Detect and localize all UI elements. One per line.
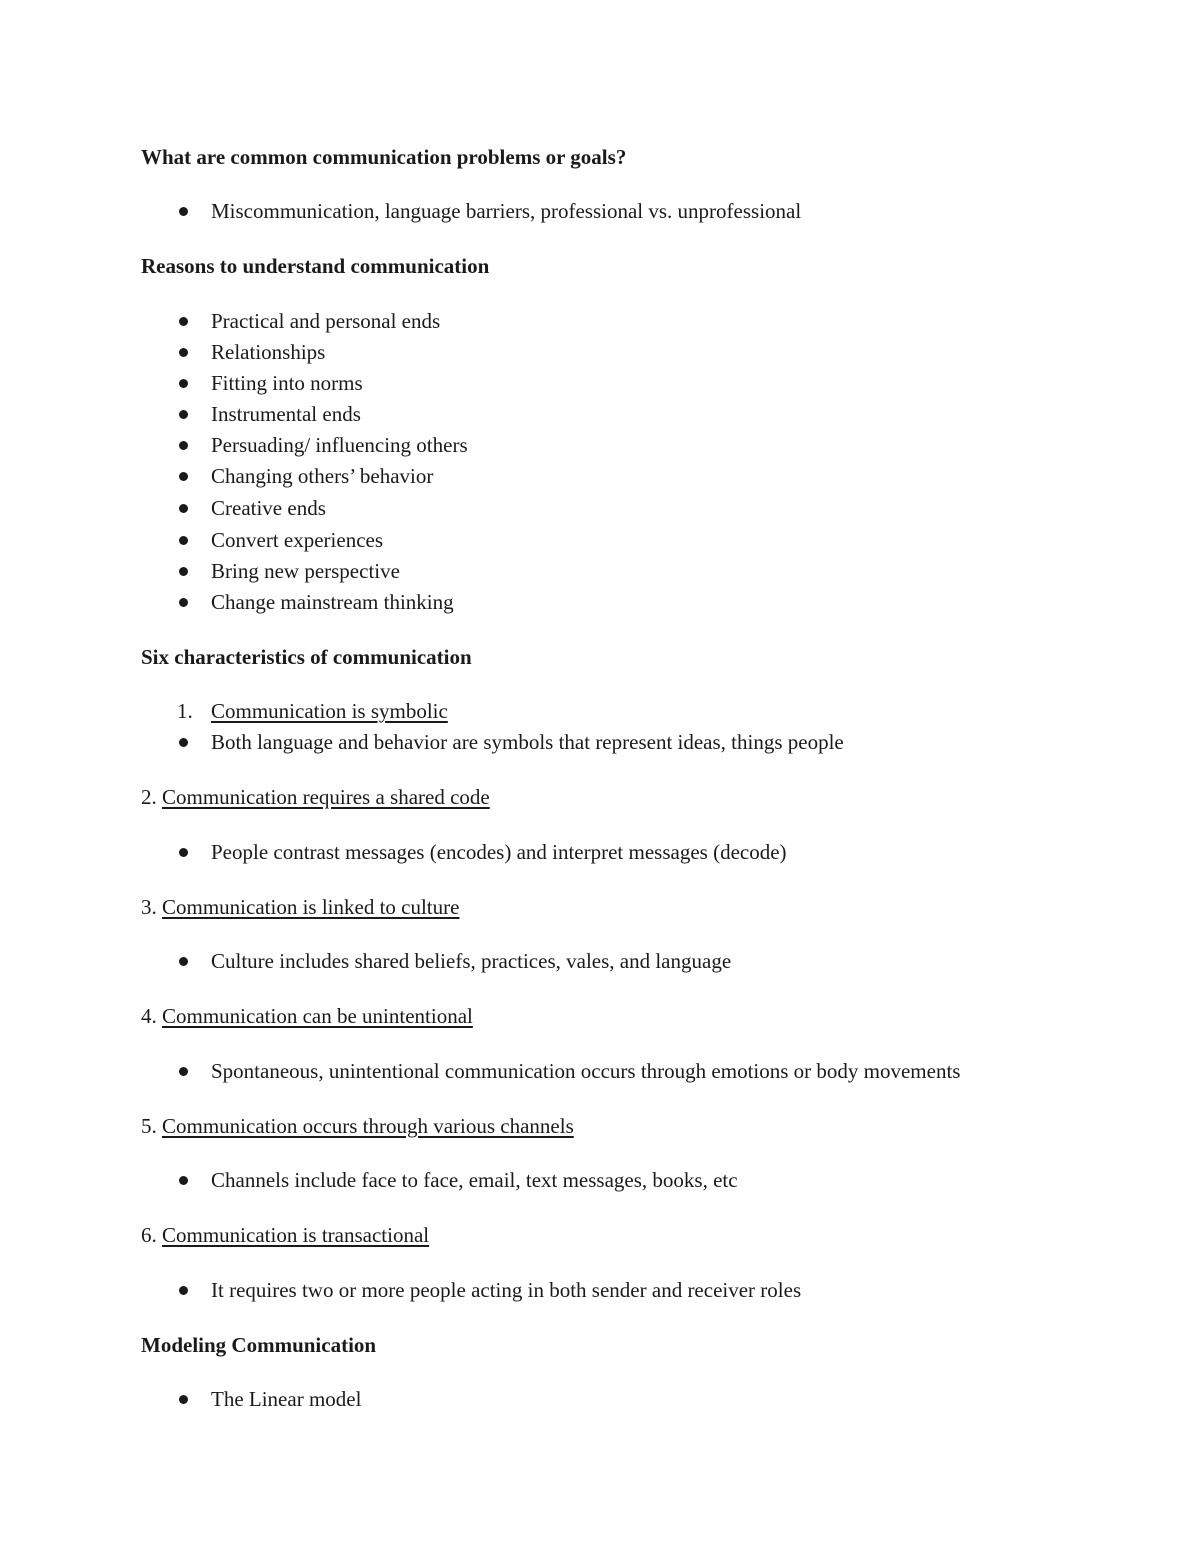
bullet-icon [179, 1395, 188, 1404]
list-number: 2. [141, 785, 157, 809]
bullet-icon [179, 536, 188, 545]
list-number: 6. [141, 1223, 157, 1247]
list-item-text: Creative ends [211, 496, 326, 520]
list-item-text: Channels include face to face, email, text messages, books, etc [211, 1168, 738, 1192]
list-item-text: Practical and personal ends [211, 309, 441, 333]
list-item-text: Bring new perspective [211, 559, 400, 583]
list-number: 3. [141, 895, 157, 919]
list-item-text: Instrumental ends [211, 402, 361, 426]
characteristic-3 [141, 894, 459, 920]
bullet-icon [179, 317, 188, 326]
heading-six-characteristics: Six characteristics of communication [141, 645, 472, 669]
bullet-icon [179, 207, 188, 216]
list-item-text: Relationships [211, 340, 326, 364]
characteristic-6 [141, 1222, 429, 1248]
list-item-text: Both language and behavior are symbols that represent ideas, things people [211, 730, 844, 754]
bullet-icon [179, 1176, 188, 1185]
list-item-text: The Linear model [211, 1387, 362, 1411]
bullet-icon [179, 441, 188, 450]
list-number: 4. [141, 1004, 157, 1028]
heading-modeling-communication: Modeling Communication [141, 1333, 377, 1357]
bullet-icon [179, 848, 188, 857]
list-item-text: It requires two or more people acting in both sender and receiver roles [211, 1278, 802, 1302]
bullet-icon [179, 957, 188, 966]
characteristic-2 [141, 784, 490, 810]
list-number: 5. [141, 1114, 157, 1138]
list-item-text: Spontaneous, unintentional communication occurs through emotions or body movements [211, 1059, 961, 1083]
characteristic-title: Communication can be unintentional [162, 1004, 473, 1028]
list-item-text: Convert experiences [211, 528, 384, 552]
list-item-text: Culture includes shared beliefs, practices, vales, and language [211, 949, 732, 973]
characteristic-title: Communication requires a shared code [162, 785, 490, 809]
bullet-icon [179, 1067, 188, 1076]
bullet-icon [179, 598, 188, 607]
bullet-icon [179, 379, 188, 388]
bullet-icon [179, 567, 188, 576]
characteristic-4 [141, 1003, 473, 1029]
bullet-icon [179, 1286, 188, 1295]
heading-communication-problems: What are common communication problems or goals? [141, 145, 627, 169]
list-item-text: Miscommunication, language barriers, professional vs. unprofessional [211, 199, 802, 223]
characteristic-title: Communication occurs through various channels [162, 1114, 574, 1138]
heading-reasons: Reasons to understand communication [141, 254, 490, 278]
bullet-icon [179, 348, 188, 357]
list-item-text: Persuading/ influencing others [211, 433, 468, 457]
bullet-icon [179, 410, 188, 419]
list-item-text: People contrast messages (encodes) and interpret messages (decode) [211, 840, 787, 864]
list-number: 1. [177, 699, 193, 723]
bullet-icon [179, 504, 188, 513]
list-item-text: Fitting into norms [211, 371, 363, 395]
characteristic-5 [141, 1113, 574, 1139]
list-item-text: Changing others’ behavior [211, 464, 434, 488]
list-item-text: Change mainstream thinking [211, 590, 454, 614]
bullet-icon [179, 472, 188, 481]
characteristic-title: Communication is symbolic [211, 699, 448, 723]
bullet-icon [179, 738, 188, 747]
characteristic-title: Communication is linked to culture [162, 895, 460, 919]
characteristic-title: Communication is transactional [162, 1223, 430, 1247]
